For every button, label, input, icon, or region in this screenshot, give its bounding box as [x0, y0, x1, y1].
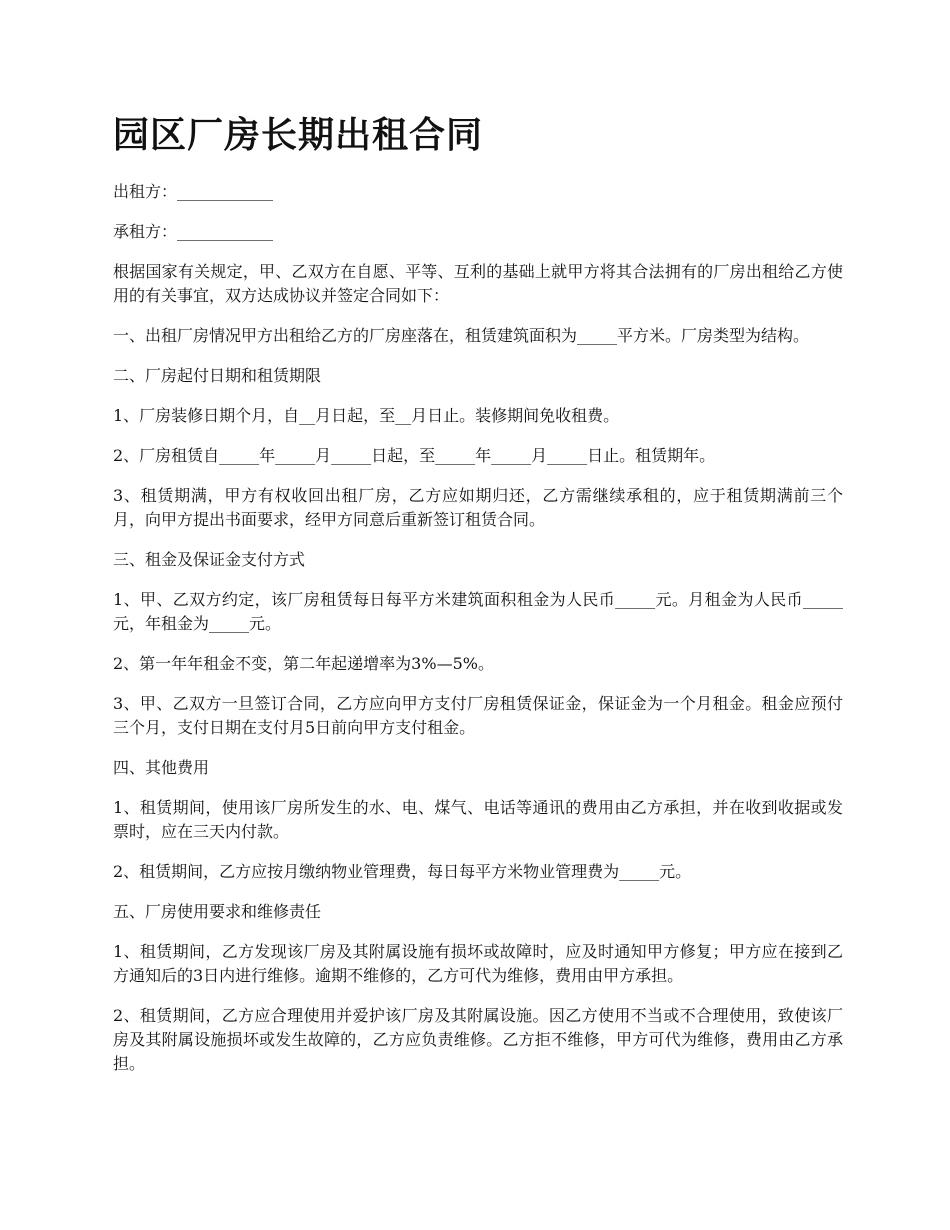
- section-2-heading: 二、厂房起付日期和租赁期限: [113, 366, 322, 385]
- document-title: 园区厂房长期出租合同: [113, 115, 484, 156]
- section-5-heading: 五、厂房使用要求和维修责任: [113, 902, 322, 921]
- section-2-clause-2: 2、厂房租赁自_____年_____月_____日起，至_____年_____月_____日止。租赁期年。: [113, 446, 716, 465]
- contract-document: [113, 112, 843, 1092]
- section-4-clause-2: 2、租赁期间，乙方应按月缴纳物业管理费，每日每平方米物业管理费为_____元。: [113, 862, 692, 881]
- section-3-clause-3: 3、甲、乙双方一旦签订合同，乙方应向甲方支付厂房租赁保证金，保证金为一个月租金。租金应预付三个月，支付日期在支付月5日前向甲方支付租金。: [113, 694, 843, 737]
- section-4-clause-1: 1、租赁期间，使用该厂房所发生的水、电、煤气、电话等通讯的费用由乙方承担，并在收到收据或发票时，应在三天内付款。: [113, 798, 843, 841]
- section-1-property: 一、出租厂房情况甲方出租给乙方的厂房座落在，租赁建筑面积为_____平方米。厂房类型为结构。: [113, 326, 810, 345]
- section-3-clause-2: 2、第一年年租金不变，第二年起递增率为3%—5%。: [113, 654, 494, 673]
- section-2-clause-3: 3、租赁期满，甲方有权收回出租厂房，乙方应如期归还，乙方需继续承租的，应于租赁期满前三个月，向甲方提出书面要求，经甲方同意后重新签订租赁合同。: [113, 486, 843, 529]
- section-3-heading: 三、租金及保证金支付方式: [113, 550, 306, 569]
- section-5-clause-2: 2、租赁期间，乙方应合理使用并爱护该厂房及其附属设施。因乙方使用不当或不合理使用，致使该厂房及其附属设施损坏或发生故障的，乙方应负责维修。乙方拒不维修，甲方可代为维修，费用由乙方承担。: [113, 1006, 843, 1073]
- lessee-line: 承租方：____________: [113, 222, 274, 241]
- section-4-heading: 四、其他费用: [113, 758, 210, 777]
- section-3-clause-1: 1、甲、乙双方约定，该厂房租赁每日每平方米建筑面积租金为人民币_____元。月租金为人民币_____元，年租金为_____元。: [113, 590, 843, 633]
- lessor-line: 出租方：____________: [113, 182, 274, 201]
- section-2-clause-1: 1、厂房装修日期个月，自__月日起，至__月日止。装修期间免收租费。: [113, 406, 620, 425]
- preamble-paragraph: 根据国家有关规定，甲、乙双方在自愿、平等、互利的基础上就甲方将其合法拥有的厂房出租给乙方使用的有关事宜，双方达成协议并签定合同如下：: [113, 262, 843, 305]
- section-5-clause-1: 1、租赁期间，乙方发现该厂房及其附属设施有损坏或故障时，应及时通知甲方修复；甲方应在接到乙方通知后的3日内进行维修。逾期不维修的，乙方可代为维修，费用由甲方承担。: [113, 942, 843, 985]
